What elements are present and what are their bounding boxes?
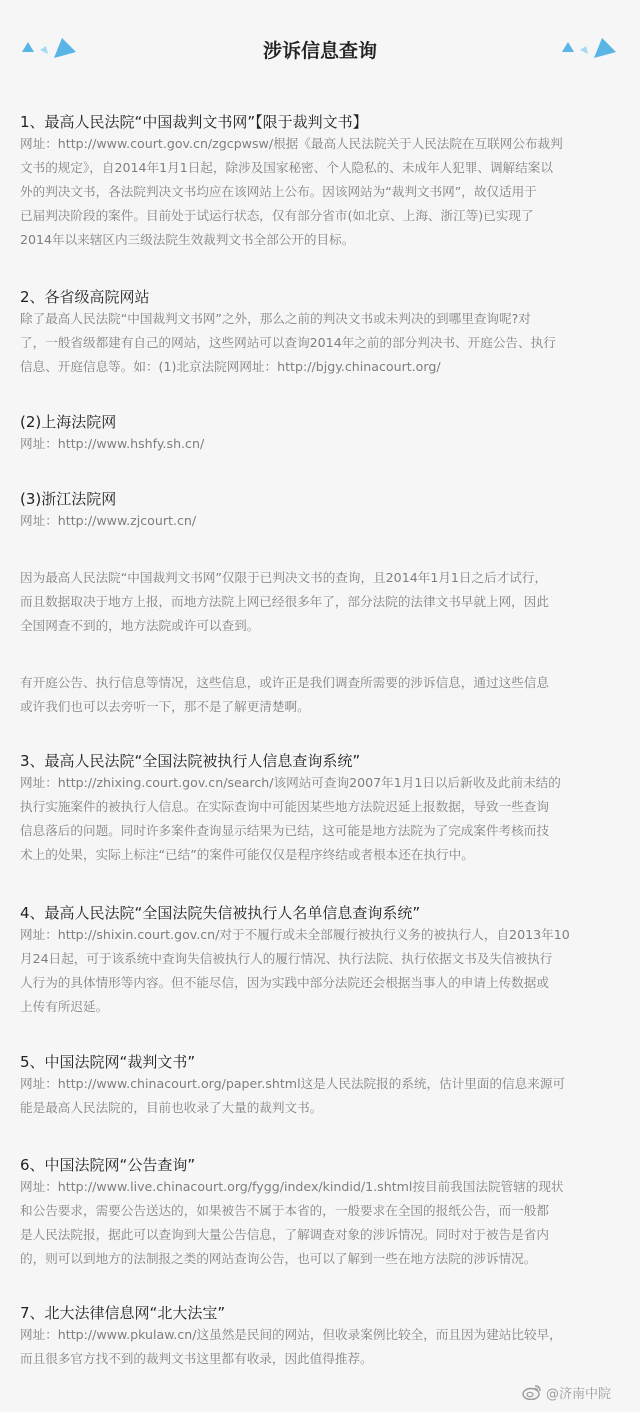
section-title: 4、最高人民法院“全国法院失信被执行人名单信息查询系统” (20, 904, 421, 922)
section-line: 信息落后的问题。同时许多案件查询显示结果为已结，这可能是地方法院为了完成案件考核而技 (20, 823, 549, 838)
section-line: 网址：http://www.chinacourt.org/paper.shtml这是人民法院报的系统，估计里面的信息来源可 (20, 1076, 566, 1091)
section-line: 外的判决文书，各法院判决文书均应在该网站上公布。因该网站为“裁判文书网”，故仅适用于 (20, 184, 537, 199)
section-title: 5、中国法院网“裁判文书” (20, 1053, 196, 1071)
section-2 (20, 287, 620, 379)
section-line: 是人民法院报，据此可以查询到大量公告信息，了解调查对象的涉诉情况。同时对于被告是省内 (20, 1227, 549, 1242)
paragraph-note-1 (20, 566, 620, 638)
paragraph-line: 因为最高人民法院“中国裁判文书网”仅限于已判决文书的查询，且2014年1月1日之后才试行， (20, 570, 548, 585)
section-line: 执行实施案件的被执行人信息。在实际查询中可能因某些地方法院迟延上报数据，导致一些查询 (20, 799, 549, 814)
section-title: 1、最高人民法院“中国裁判文书网”【限于裁判文书】 (20, 113, 368, 131)
section-line: 和公告要求，需要公告送达的，如果被告不属于本省的，一般要求在全国的报纸公告，而一般都 (20, 1203, 549, 1218)
section-line: 网址：http://www.hshfy.sh.cn/ (20, 436, 205, 451)
section-title: 2、各省级高院网站 (20, 288, 150, 306)
section-title: (2)上海法院网 (20, 413, 117, 431)
paragraph-line: 而且数据取决于地方上报，而地方法院上网已经很多年了，部分法院的法律文书早就上网，因此 (20, 594, 549, 609)
triangle-decoration-right-icon (556, 36, 620, 62)
section-4 (20, 903, 620, 1019)
section-line: 月24日起，可于该系统中查询失信被执行人的履行情况、执行法院、执行依据文书及失信被执行 (20, 951, 553, 966)
section-3 (20, 751, 620, 867)
section-title: 6、中国法院网“公告查询” (20, 1156, 196, 1174)
paragraph-line: 或许我们也可以去旁听一下，那不是了解更清楚啊。 (20, 699, 310, 714)
paragraph-line: 全国网查不到的，地方法院或许可以查到。 (20, 618, 260, 633)
section-line: 信息、开庭信息等。如：(1)北京法院网网址：http://bjgy.chinacourt.org/ (20, 359, 441, 374)
section-line: 网址：http://www.zjcourt.cn/ (20, 513, 197, 528)
section-zhejiang (20, 489, 620, 533)
section-6 (20, 1155, 620, 1271)
watermark-text: @济南中院 (546, 1386, 612, 1402)
section-line: 人行为的具体情形等内容。但不能尽信，因为实践中部分法院还会根据当事人的申请上传数据或 (20, 975, 549, 990)
section-line: 而且很多官方找不到的裁判文书这里都有收录，因此值得推荐。 (20, 1351, 373, 1366)
section-line: 网址：http://zhixing.court.gov.cn/search/该网站可查询2007年1月1日以后新收及此前未结的 (20, 775, 561, 790)
section-7 (20, 1303, 620, 1371)
section-5 (20, 1052, 620, 1120)
section-line: 网址：http://www.court.gov.cn/zgcpwsw/根据《最高人民法院关于人民法院在互联网公布裁判 (20, 136, 563, 151)
weibo-logo-icon (522, 1384, 542, 1400)
section-line: 网址：http://www.live.chinacourt.org/fygg/index/kindid/1.shtml按目前我国法院管辖的现状 (20, 1179, 564, 1194)
paragraph-note-2 (20, 671, 620, 719)
section-1 (20, 112, 620, 252)
section-title: 3、最高人民法院“全国法院被执行人信息查询系统” (20, 752, 361, 770)
section-line: 已届判决阶段的案件。目前处于试运行状态，仅有部分省市(如北京、上海、浙江等)已实现了 (20, 208, 534, 223)
section-line: 的，则可以到地方的法制报之类的网站查询公告，也可以了解到一些在地方法院的涉诉情况。 (20, 1251, 537, 1266)
page-title: 涉诉信息查询 (262, 40, 377, 62)
section-line: 2014年以来辖区内三级法院生效裁判文书全部公开的目标。 (20, 232, 355, 247)
section-line: 网址：http://shixin.court.gov.cn/对于不履行或未全部履行被执行义务的被执行人，自2013年10 (20, 927, 570, 942)
section-line: 文书的规定》，自2014年1月1日起，除涉及国家秘密、个人隐私的、未成年人犯罪、调解结案以 (20, 160, 553, 175)
weibo-watermark (522, 1381, 611, 1403)
section-shanghai (20, 412, 620, 456)
page-header (0, 0, 640, 100)
section-line: 网址：http://www.pkulaw.cn/这虽然是民间的网站，但收录案例比较全，而且因为建站比较早， (20, 1327, 562, 1342)
section-line: 能是最高人民法院的，目前也收录了大量的裁判文书。 (20, 1100, 323, 1115)
section-line: 除了最高人民法院“中国裁判文书网”之外，那么之前的判决文书或未判决的到哪里查询呢?对 (20, 311, 531, 326)
paragraph-line: 有开庭公告、执行信息等情况，这些信息，或许正是我们调查所需要的涉诉信息，通过这些信息 (20, 675, 549, 690)
section-line: 上传有所迟延。 (20, 999, 109, 1014)
section-line: 术上的处果，实际上标注“已结”的案件可能仅仅是程序终结或者根本还在执行中。 (20, 847, 474, 862)
section-title: (3)浙江法院网 (20, 490, 117, 508)
section-title: 7、北大法律信息网“北大法宝” (20, 1304, 226, 1322)
section-line: 了，一般省级都建有自己的网站，这些网站可以查询2014年之前的部分判决书、开庭公告、执行 (20, 335, 556, 350)
